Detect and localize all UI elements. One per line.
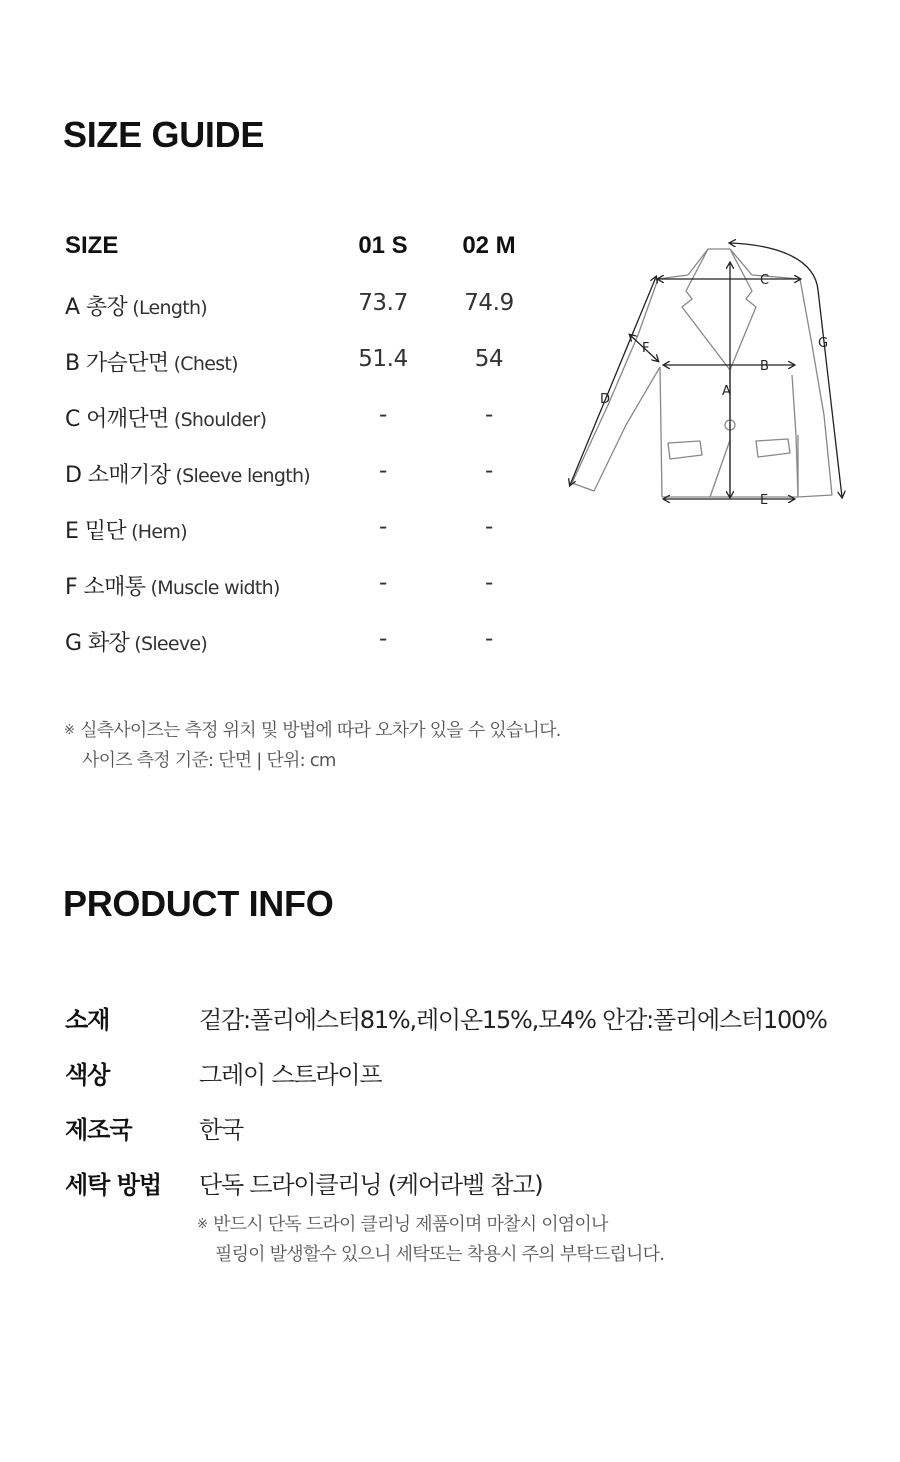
- size-row-muscle-width: [65, 570, 545, 626]
- size-row-label: C 어깨단면: [65, 407, 169, 432]
- size-row-label: B 가슴단면: [65, 351, 169, 376]
- size-value-s: -: [379, 514, 387, 540]
- size-row-sublabel: (Hem): [131, 521, 187, 543]
- size-value-s: -: [379, 402, 387, 428]
- info-value: 그레이 스트라이프: [199, 1061, 382, 1089]
- size-value-m: -: [485, 570, 493, 596]
- washing-note-line2: 필링이 발생할수 있으니 세탁또는 착용시 주의 부탁드립니다.: [215, 1244, 665, 1265]
- size-row-sublabel: (Chest): [173, 353, 238, 375]
- jacket-measurement-diagram: [560, 235, 850, 510]
- size-row-sublabel: (Muscle width): [150, 577, 280, 599]
- size-row-sublabel: (Shoulder): [173, 409, 267, 431]
- size-row-shoulder: [65, 402, 545, 458]
- diagram-label-b: B: [760, 359, 769, 374]
- info-key: 소재: [65, 1006, 110, 1034]
- note-mark: ※: [197, 1217, 208, 1232]
- info-key: 색상: [65, 1061, 110, 1089]
- size-row-sublabel: (Sleeve length): [175, 465, 311, 487]
- size-row-chest: [65, 346, 545, 402]
- size-row-label: F 소매통: [65, 575, 146, 600]
- size-header-m: 02 M: [462, 232, 516, 259]
- size-header-label: SIZE: [65, 232, 119, 259]
- info-value: 단독 드라이클리닝 (케어라벨 참고): [199, 1171, 543, 1199]
- size-row-hem: [65, 514, 545, 570]
- size-row-label: D 소매기장: [65, 463, 171, 488]
- info-key: 제조국: [65, 1116, 132, 1144]
- size-row-sleeve-length: [65, 458, 545, 514]
- size-row-label: G 화장: [65, 631, 130, 656]
- size-value-s: 73.7: [358, 290, 408, 316]
- diagram-label-e: E: [760, 493, 769, 508]
- diagram-label-f: F: [642, 341, 650, 356]
- size-value-m: -: [485, 402, 493, 428]
- measure-line-d: [570, 277, 656, 485]
- size-header-s: 01 S: [358, 232, 408, 259]
- product-info-title: PRODUCT INFO: [63, 883, 334, 924]
- size-table-header: [65, 228, 545, 290]
- info-value: 한국: [199, 1116, 243, 1144]
- size-guide-title: SIZE GUIDE: [63, 114, 265, 155]
- size-row-label: E 밑단: [65, 519, 126, 544]
- size-row-sublabel: (Length): [132, 297, 208, 319]
- diagram-label-d: D: [600, 392, 611, 407]
- info-key: 세탁 방법: [65, 1171, 162, 1199]
- size-note-line1: 실측사이즈는 측정 위치 및 방법에 따라 오차가 있을 수 있습니다.: [80, 720, 561, 741]
- size-row-sleeve: [65, 626, 545, 682]
- size-row-sublabel: (Sleeve): [134, 633, 208, 655]
- size-value-s: -: [379, 570, 387, 596]
- note-mark: ※: [64, 723, 75, 738]
- size-value-m: -: [485, 514, 493, 540]
- size-value-s: 51.4: [358, 346, 408, 372]
- size-value-m: -: [485, 458, 493, 484]
- jacket-outline: [572, 249, 832, 497]
- diagram-label-a: A: [722, 384, 731, 399]
- size-value-s: -: [379, 626, 387, 652]
- size-value-s: -: [379, 458, 387, 484]
- info-value: 겉감:폴리에스터81%,레이온15%,모4% 안감:폴리에스터100%: [199, 1006, 827, 1034]
- size-row-length: [65, 290, 545, 346]
- size-value-m: 74.9: [464, 290, 514, 316]
- size-guide-note: [64, 716, 561, 776]
- size-table: [65, 228, 545, 682]
- size-value-m: 54: [474, 346, 504, 372]
- washing-note-line1: 반드시 단독 드라이 클리닝 제품이며 마찰시 이염이나: [213, 1214, 608, 1235]
- size-row-label: A 총장: [65, 295, 128, 320]
- size-value-m: -: [485, 626, 493, 652]
- washing-note: [197, 1210, 664, 1270]
- diagram-label-g: G: [818, 336, 829, 351]
- size-note-line2: 사이즈 측정 기준: 단면 | 단위: cm: [82, 750, 336, 771]
- diagram-label-c: C: [760, 273, 770, 288]
